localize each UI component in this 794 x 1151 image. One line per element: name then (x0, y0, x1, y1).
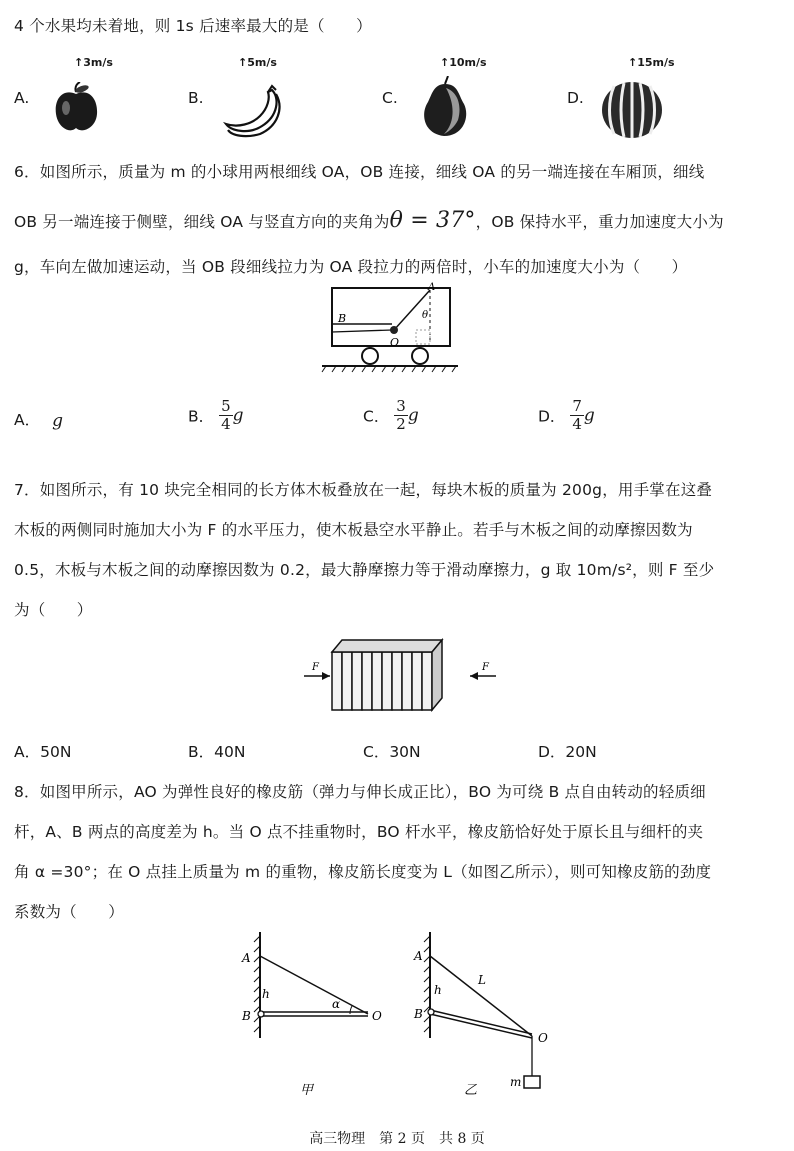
label-theta: θ (422, 310, 429, 321)
fraction: $\frac{7}{4}$ (572, 397, 582, 433)
q6-line1: 6．如图所示，质量为 m 的小球用两根细线 OA，OB 连接，细线 OA 的另一端连接在车厢顶，细线 (14, 163, 705, 181)
speed-label: 10m/s (449, 56, 487, 69)
label-l: L (478, 973, 486, 987)
watermelon-icon (600, 78, 664, 140)
label-b: B (338, 312, 347, 325)
option-letter: C. (382, 89, 398, 107)
apple-icon (52, 82, 100, 134)
q8-line4: 系数为（ ） (14, 903, 124, 921)
label-o: O (390, 336, 400, 349)
page-footer: 高三物理 第 2 页 共 8 页 (309, 1131, 485, 1147)
q5-stem: 4 个水果均未着地，则 1s 后速率最大的是（ ） (14, 17, 372, 35)
q7-line1: 7．如图所示，有 10 块完全相同的长方体木板叠放在一起，每块木板的质量为 200g，用手掌在这叠 (14, 481, 713, 499)
q7-line3: 0.5，木板与木板之间的动摩擦因数为 0.2，最大静摩擦力等于滑动摩擦力，g 取 10m/s²，则 F 至少 (14, 561, 715, 579)
q6-option-d[interactable]: D． $\frac{7}{4}$ g (538, 397, 595, 433)
label-b: B (414, 1007, 423, 1021)
q7-boards-figure (300, 630, 500, 718)
pear-icon (418, 76, 472, 138)
label-h: h (262, 987, 270, 1001)
q8-figure-jia (228, 926, 388, 1106)
q8-line2: 杆，A、B 两点的高度差为 h。当 O 点不挂重物时，BO 杆水平，橡皮筋恰好处于原长且与细杆的夹 (14, 823, 704, 841)
label-m: m (510, 1075, 522, 1089)
q8-figure-yi (408, 926, 568, 1106)
fraction: $\frac{5}{4}$ (221, 397, 231, 433)
caption-yi: 乙 (464, 1083, 478, 1098)
q7-line2: 木板的两侧同时施加大小为 F 的水平压力，使木板悬空水平静止。若手与木板之间的动摩擦因数为 (14, 521, 693, 539)
label-h: h (434, 983, 442, 997)
banana-icon (222, 84, 288, 138)
q7-line4: 为（ ） (14, 601, 93, 619)
label-alpha: α (332, 997, 341, 1011)
label-a: A (428, 282, 436, 293)
q7-option-d[interactable]: D．20N (538, 743, 597, 761)
q6-line2: OB 另一端连接于侧壁，细线 OA 与竖直方向的夹角为θ = 37°，OB 保持水平，重力加速度大小为 (14, 208, 724, 233)
q6-car-figure (320, 282, 460, 382)
q6-line3: g，车向左做加速运动，当 OB 段细线拉力为 OA 段拉力的两倍时，小车的加速度大小为（ ） (14, 258, 688, 276)
speed-label: 5m/s (247, 56, 277, 69)
label-f-right: F (482, 662, 489, 673)
speed-label: 3m/s (83, 56, 113, 69)
q8-line1: 8．如图甲所示，AO 为弹性良好的橡皮筋（弹力与伸长成正比），BO 为可绕 B 点自由转动的轻质细 (14, 783, 706, 801)
q7-option-b[interactable]: B．40N (188, 743, 246, 761)
label-o: O (372, 1009, 382, 1023)
speed-label: 15m/s (637, 56, 675, 69)
label-o: O (538, 1031, 548, 1045)
option-letter: D. (567, 89, 584, 107)
label-a: A (242, 951, 251, 965)
fraction: $\frac{3}{2}$ (396, 397, 406, 433)
q6-option-c[interactable]: C． $\frac{3}{2}$ g (363, 397, 419, 433)
label-a: A (414, 949, 423, 963)
q6-option-b[interactable]: B． $\frac{5}{4}$ g (188, 397, 244, 433)
label-b: B (242, 1009, 251, 1023)
label-f-left: F (312, 662, 319, 673)
option-letter: B. (188, 89, 204, 107)
q7-option-a[interactable]: A．50N (14, 743, 72, 761)
q6-option-a[interactable]: A． g (14, 410, 63, 431)
q7-option-c[interactable]: C．30N (363, 743, 421, 761)
caption-jia: 甲 (300, 1083, 314, 1098)
option-letter: A. (14, 89, 30, 107)
theta-formula: θ = 37° (389, 208, 476, 233)
q8-line3: 角 α =30°；在 O 点挂上质量为 m 的重物，橡皮筋长度变为 L（如图乙所示），则可知橡皮筋的劲度 (14, 863, 712, 881)
